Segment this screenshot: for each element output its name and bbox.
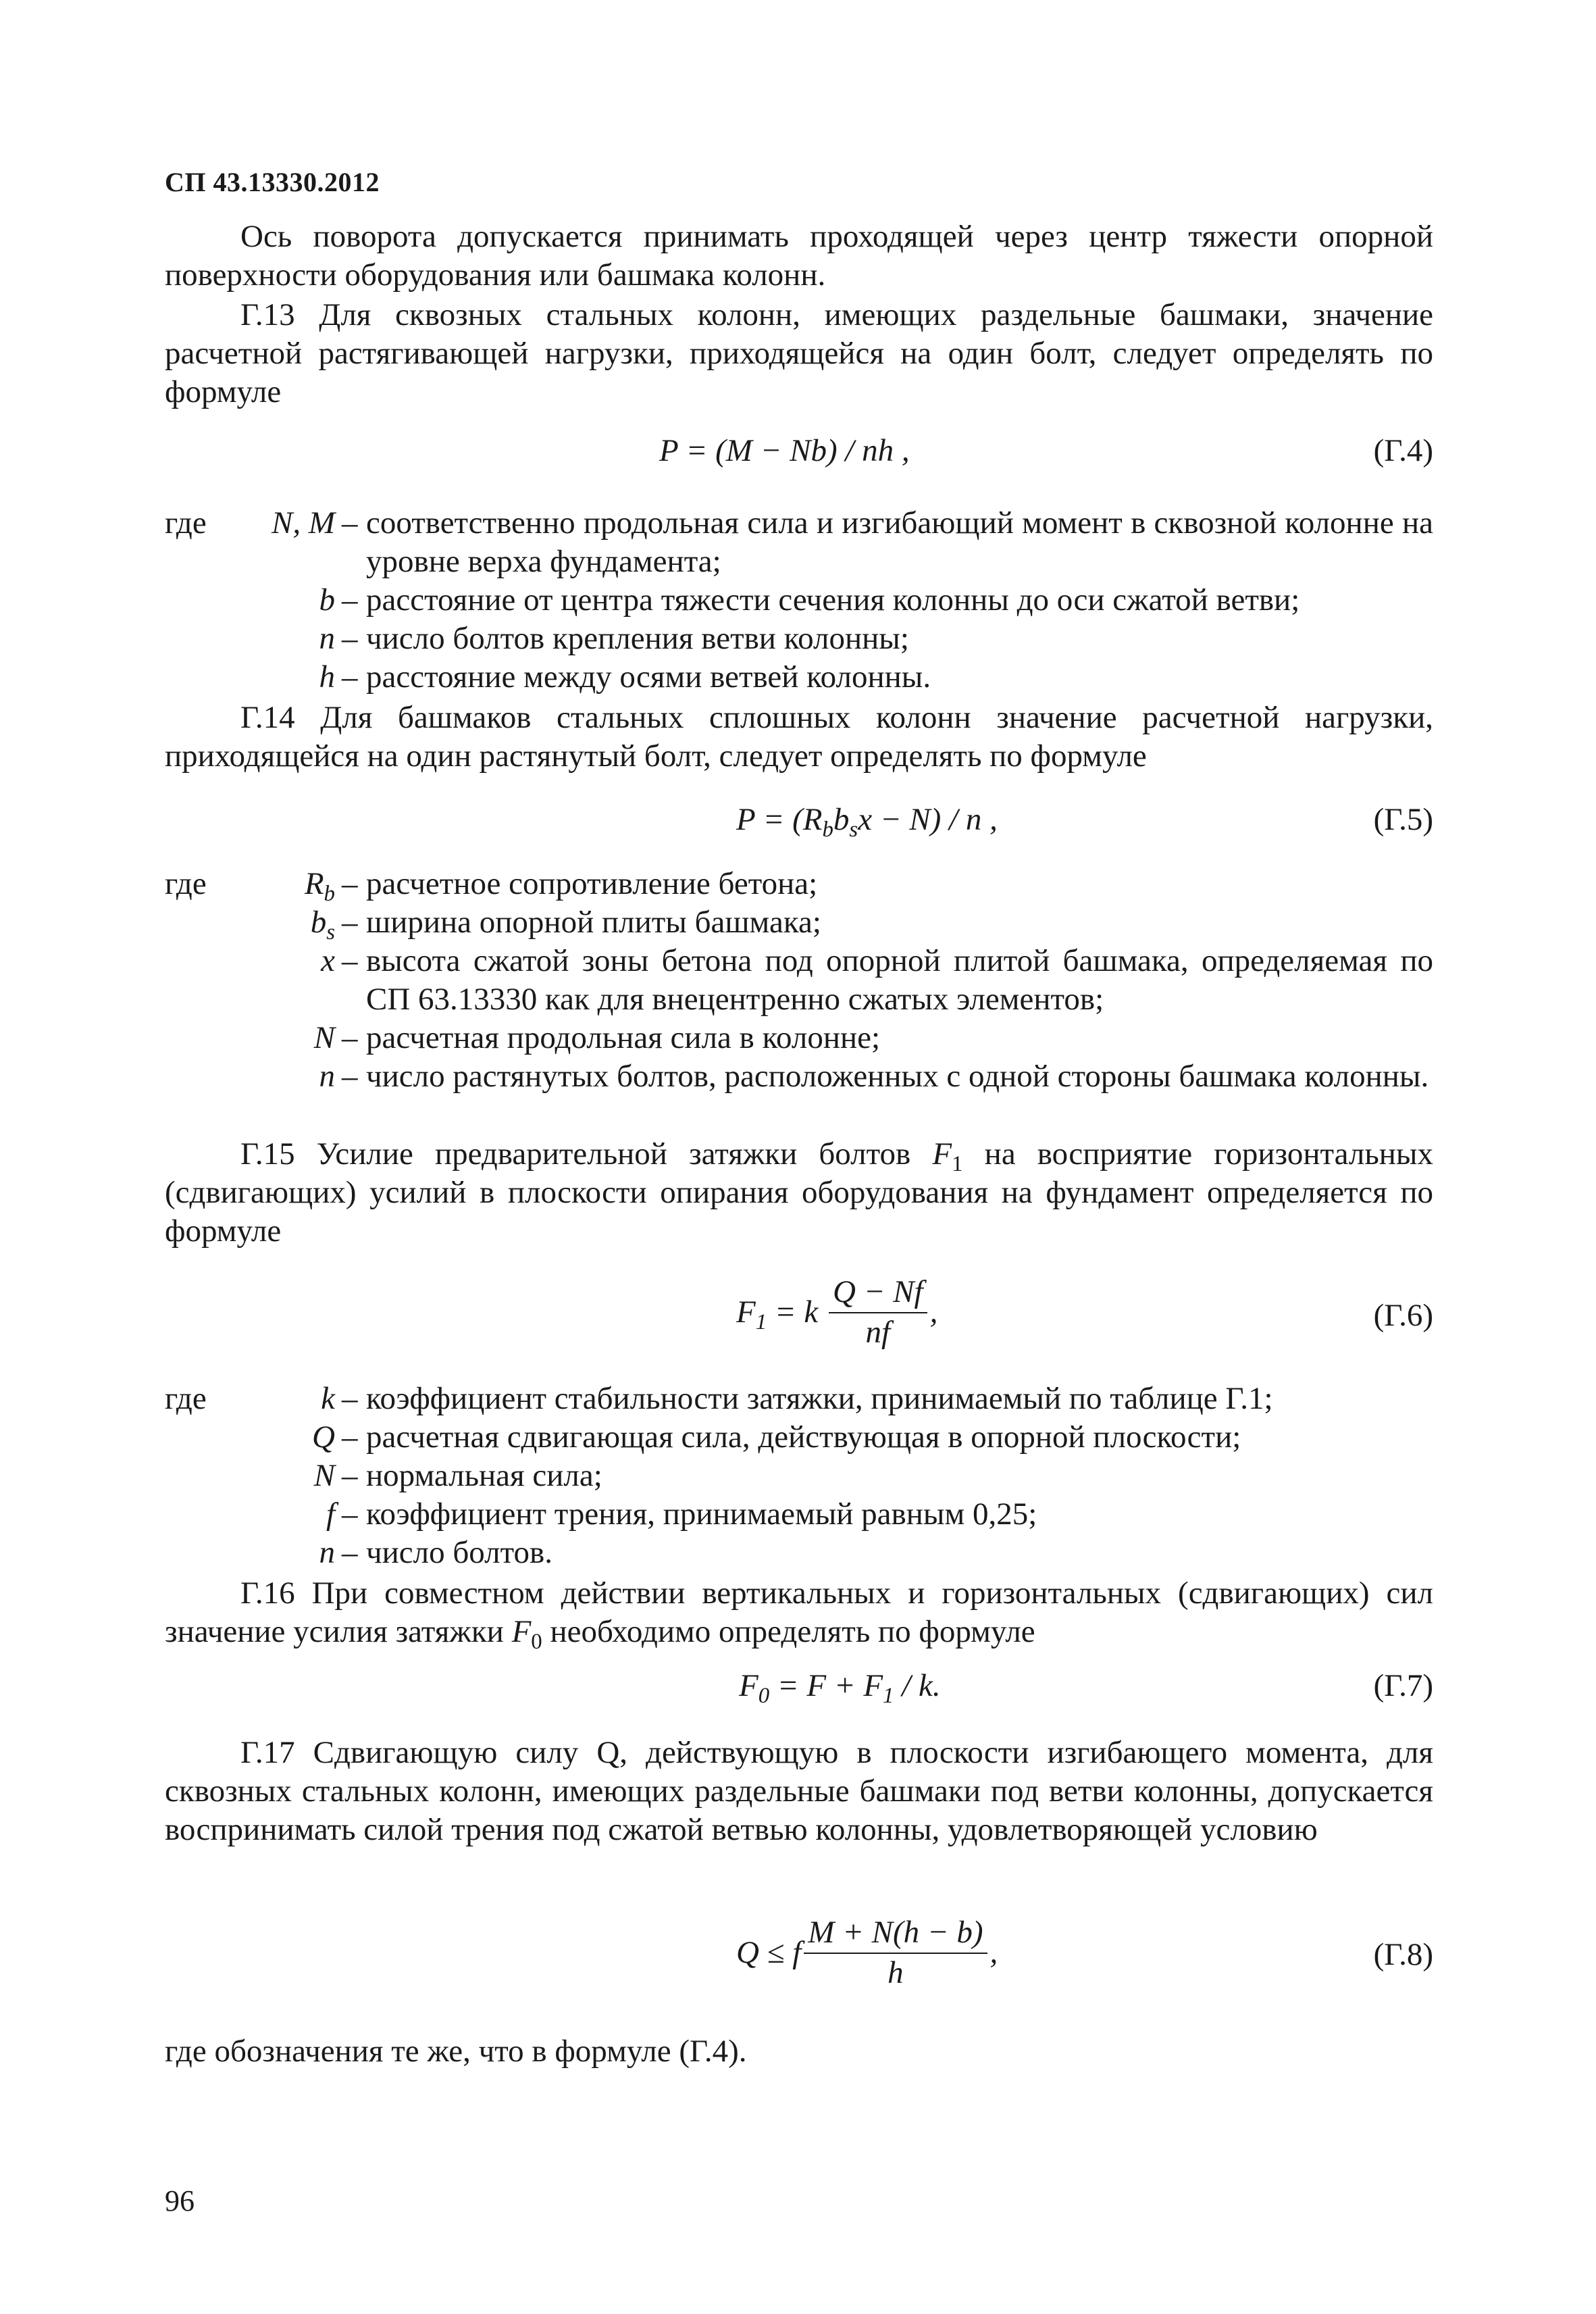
definition-row [165,903,1433,945]
formula-g6-lhs: $F_1 = k$ [736,1294,826,1334]
document-code-header: СП 43.13330.2012 [165,167,380,197]
definition-text: коэффициент трения, принимаемый равным 0,25; [366,1496,1037,1532]
definition-dash: – [342,1419,358,1455]
definition-symbol: k [321,1381,335,1416]
definition-row [165,658,1433,697]
definition-dash: – [342,1496,358,1532]
definition-symbol: Q [312,1419,335,1455]
definition-text: число болтов. [366,1535,552,1570]
definition-text: нормальная сила; [366,1458,602,1493]
equation-number-g4: (Г.4) [1373,433,1433,468]
paragraph-g14: Г.14 Для башмаков стальных сплошных колонн значение расчетной нагрузки, приходящейся на один растянутый болт, следует определять по формуле [165,700,1433,774]
definition-symbol: h [319,659,335,695]
definition-text: ширина опорной плиты башмака; [366,905,821,940]
formula-g4 [659,432,910,469]
formula-g6-denominator: nf [865,1315,891,1350]
definition-text: число растянутых болтов, расположенных с одной стороны башмака колонны. [366,1059,1429,1094]
definition-row [165,504,1433,581]
formula-g6-fraction [829,1273,927,1351]
definition-dash: – [342,943,358,978]
definition-row [165,942,1433,1019]
definition-row [165,620,1433,658]
definition-dash: – [342,1458,358,1493]
definition-text: расстояние от центра тяжести сечения колонны до оси сжатой ветви; [366,582,1300,618]
definition-dash: – [342,866,358,901]
definition-symbol: n [319,1535,335,1570]
definition-row [165,1380,1433,1418]
definition-where-word: где [165,866,207,901]
formula-g7-text: $F_0 = F + F_1 / k$. [739,1668,941,1708]
paragraph-g13: Г.13 Для сквозных стальных колонн, имеющих раздельные башмаки, значение расчетной растягивающей нагрузки, приходящейся на один болт, следует определять по формуле [165,297,1433,409]
formula-g4-text: P = (M − Nb) / nh , [659,433,910,468]
definition-symbol: x [321,943,335,978]
equation-number-g7: (Г.7) [1373,1668,1433,1703]
definition-dash: – [342,1020,358,1055]
definition-symbol: n [319,1059,335,1094]
definition-dash: – [342,505,358,540]
definition-symbol: N [313,1020,335,1055]
definition-symbol: N [313,1458,335,1493]
formula-g6 [736,1273,937,1351]
equation-number-g8: (Г.8) [1373,1937,1433,1972]
formula-g8-denominator: h [887,1955,904,1990]
formula-g8 [736,1913,998,1992]
formula-g7 [739,1667,941,1708]
definition-where-word: где [165,505,207,540]
paragraph-g17: Г.17 Сдвигающую силу Q, действующую в плоскости изгибающего момента, для сквозных стальных колонн, имеющих раздельные башмаки под ветви колонны, допускается воспринимать силой трения под сжатой ветвью колонны, удовлетворяющей условию [165,1735,1433,1847]
formula-g5 [736,801,998,842]
definition-symbol: b [319,582,335,618]
formula-g5-text: $P = (R_bb_sx - N) / n$ , [736,802,998,842]
definition-dash: – [342,1059,358,1094]
formula-g8-fraction [804,1913,987,1992]
paragraph-g16: Г.16 При совместном действии вертикальных и горизонтальных (сдвигающих) сил значение усилия затяжки $F_0$ необходимо определять по формуле [165,1576,1433,1654]
definitions-g5 [165,865,1433,1096]
definition-text: расчетное сопротивление бетона; [366,866,818,901]
definitions-g6 [165,1380,1433,1572]
definition-text: число болтов крепления ветви колонны; [366,621,909,656]
formula-g8-numerator: M + N(h − b) [804,1913,987,1954]
equation-number-g6: (Г.6) [1373,1298,1433,1333]
definition-dash: – [342,659,358,695]
definition-row [165,1495,1433,1534]
paragraph-g15: Г.15 Усилие предварительной затяжки болтов $F_1$ на восприятие горизонтальных (сдвигающих) усилий в плоскости опирания оборудования на фундамент определяется по формуле [165,1136,1433,1249]
definition-symbol: $b_s$ [310,905,335,945]
equation-number-g5: (Г.5) [1373,802,1433,837]
formula-g6-tail: , [929,1294,938,1330]
definition-text: коэффициент стабильности затяжки, принимаемый по таблице Г.1; [366,1381,1273,1416]
definition-dash: – [342,1381,358,1416]
definition-row [165,1534,1433,1572]
definition-row [165,581,1433,620]
definition-text: расчетная продольная сила в колонне; [366,1020,881,1055]
definition-row [165,1019,1433,1057]
definition-dash: – [342,582,358,618]
definition-row [165,1418,1433,1457]
formula-g8-lhs: Q ≤ f [736,1935,802,1970]
definition-row [165,1457,1433,1495]
definition-symbol: n [319,621,335,656]
paragraph-intro: Ось поворота допускается принимать проходящей через центр тяжести опорной поверхности оборудования или башмака колонн. [165,219,1433,293]
paragraph-closing: где обозначения те же, что в формуле (Г.4). [165,2034,747,2069]
definition-text: расстояние между осями ветвей колонны. [366,659,931,695]
formula-g6-numerator: Q − Nf [829,1273,927,1313]
definition-dash: – [342,621,358,656]
definition-symbol: $R_b$ [304,866,335,906]
definition-row [165,865,1433,906]
definition-text: расчетная сдвигающая сила, действующая в опорной плоскости; [366,1419,1241,1455]
definition-symbol: N, M [272,505,335,540]
definition-dash: – [342,1535,358,1570]
definitions-g4 [165,504,1433,697]
definition-text: соответственно продольная сила и изгибающий момент в сквозной колонне на уровне верха фундамента; [366,505,1433,579]
definition-symbol: f [326,1496,335,1532]
page-number: 96 [165,2184,195,2217]
definition-row [165,1057,1433,1096]
definition-where-word: где [165,1381,207,1416]
definition-dash: – [342,905,358,940]
definition-text: высота сжатой зоны бетона под опорной плитой башмака, определяемая по СП 63.13330 как для внецентренно сжатых элементов; [366,943,1433,1017]
formula-g8-tail: , [989,1935,998,1970]
